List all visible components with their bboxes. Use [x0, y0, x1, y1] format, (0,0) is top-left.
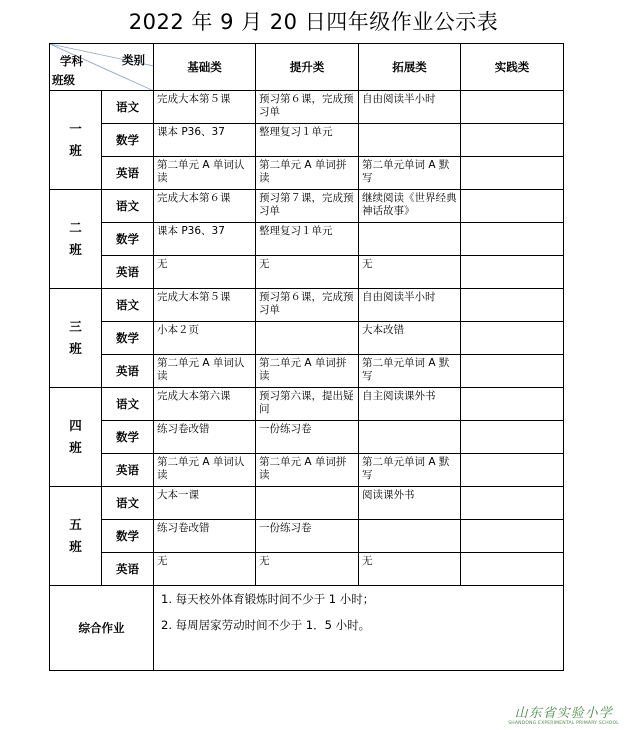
table-row [50, 388, 564, 421]
homework-cell-extend: 继续阅读《世界经典神话故事》 [359, 190, 461, 223]
general-homework-content [154, 586, 564, 671]
subject-cell: 语文 [102, 91, 154, 124]
homework-cell-extend: 自由阅读半小时 [359, 91, 461, 124]
homework-cell-extend: 无 [359, 256, 461, 289]
homework-cell-improve: 预习第６课，完成预习单 [256, 289, 359, 322]
homework-cell-extend: 无 [359, 553, 461, 586]
homework-cell-basic: 完成大本第六课 [154, 388, 256, 421]
homework-cell-improve: 一份练习卷 [256, 421, 359, 454]
subject-cell: 语文 [102, 388, 154, 421]
homework-cell-improve: 第二单元 A 单词拼读 [256, 454, 359, 487]
homework-cell-practice [461, 223, 564, 256]
subject-cell: 英语 [102, 355, 154, 388]
homework-cell-improve: 第二单元 A 单词拼读 [256, 355, 359, 388]
homework-cell-improve [256, 487, 359, 520]
homework-cell-practice [461, 454, 564, 487]
subject-cell: 数学 [102, 322, 154, 355]
table-row [50, 454, 564, 487]
homework-cell-basic: 小本２页 [154, 322, 256, 355]
homework-cell-extend: 第二单元单词 A 默写 [359, 157, 461, 190]
class-name-char: 一 [69, 121, 82, 136]
table-row [50, 190, 564, 223]
homework-cell-extend: 阅读课外书 [359, 487, 461, 520]
subject-cell: 数学 [102, 520, 154, 553]
homework-cell-practice [461, 322, 564, 355]
school-logo [508, 702, 619, 726]
subject-cell: 英语 [102, 553, 154, 586]
class-name-cell [50, 190, 102, 289]
corner-header-cell [50, 44, 154, 91]
homework-cell-basic: 第二单元 A 单词认读 [154, 454, 256, 487]
column-header-basic: 基础类 [154, 44, 256, 91]
page-title: 2022 年 9 月 20 日四年级作业公示表 [128, 10, 499, 34]
homework-cell-basic: 无 [154, 553, 256, 586]
homework-cell-improve: 无 [256, 256, 359, 289]
homework-cell-improve: 无 [256, 553, 359, 586]
class-name-char: 二 [69, 220, 82, 235]
class-name-cell [50, 388, 102, 487]
homework-cell-basic: 无 [154, 256, 256, 289]
homework-cell-practice [461, 289, 564, 322]
table-row [50, 355, 564, 388]
homework-cell-extend: 自由阅读半小时 [359, 289, 461, 322]
homework-cell-practice [461, 256, 564, 289]
homework-cell-basic: 课本 P36、37 [154, 223, 256, 256]
homework-cell-practice [461, 520, 564, 553]
subject-cell: 英语 [102, 256, 154, 289]
homework-cell-improve: 整理复习１单元 [256, 124, 359, 157]
subject-cell: 英语 [102, 157, 154, 190]
general-homework-item: 2. 每周居家劳动时间不少于 1．5 小时。 [161, 618, 371, 632]
class-name-char: 班 [69, 440, 82, 455]
school-logo-name: 山东省实验小学 [514, 706, 613, 721]
corner-label-category: 类别 [122, 53, 145, 67]
table-row [50, 487, 564, 520]
homework-cell-extend: 自主阅读课外书 [359, 388, 461, 421]
class-name-cell [50, 487, 102, 586]
subject-cell: 数学 [102, 223, 154, 256]
homework-cell-basic: 课本 P36、37 [154, 124, 256, 157]
homework-cell-practice [461, 487, 564, 520]
class-name-cell [50, 289, 102, 388]
homework-table [49, 43, 564, 671]
class-name-char: 班 [69, 242, 82, 257]
column-header-practice: 实践类 [461, 44, 564, 91]
homework-cell-practice [461, 388, 564, 421]
table-row [50, 91, 564, 124]
homework-cell-improve [256, 322, 359, 355]
table-row [50, 157, 564, 190]
homework-cell-practice [461, 421, 564, 454]
homework-cell-practice [461, 124, 564, 157]
table-row [50, 223, 564, 256]
class-name-char: 班 [69, 143, 82, 158]
homework-cell-basic: 完成大本第６课 [154, 190, 256, 223]
column-header-improve: 提升类 [256, 44, 359, 91]
table-row [50, 322, 564, 355]
general-homework-item: 1. 每天校外体育锻炼时间不少于 1 小时； [161, 592, 375, 606]
class-name-char: 班 [69, 539, 82, 554]
school-logo-name-en: SHANDONG EXPERIMENTAL PRIMARY SCHOOL [508, 721, 619, 726]
homework-cell-basic: 完成大本第５课 [154, 289, 256, 322]
corner-label-class: 班级 [52, 73, 75, 87]
class-name-char: 班 [69, 341, 82, 356]
header-row [50, 44, 564, 91]
homework-cell-extend [359, 124, 461, 157]
homework-cell-basic: 第二单元 A 单词认读 [154, 355, 256, 388]
subject-cell: 语文 [102, 487, 154, 520]
subject-cell: 语文 [102, 190, 154, 223]
homework-cell-extend [359, 223, 461, 256]
class-name-char: 五 [69, 517, 82, 532]
homework-cell-practice [461, 553, 564, 586]
homework-cell-improve: 第二单元 A 单词拼读 [256, 157, 359, 190]
column-header-extend: 拓展类 [359, 44, 461, 91]
homework-cell-improve: 预习第六课，提出疑问 [256, 388, 359, 421]
homework-cell-basic: 完成大本第５课 [154, 91, 256, 124]
corner-label-subject: 学科 [60, 54, 83, 68]
homework-cell-extend [359, 520, 461, 553]
homework-cell-extend [359, 421, 461, 454]
homework-cell-practice [461, 190, 564, 223]
homework-cell-basic: 练习卷改错 [154, 520, 256, 553]
homework-cell-basic: 大本一课 [154, 487, 256, 520]
table-row [50, 256, 564, 289]
homework-cell-practice [461, 157, 564, 190]
homework-cell-extend: 第二单元单词 A 默写 [359, 355, 461, 388]
homework-cell-practice [461, 355, 564, 388]
table-row [50, 553, 564, 586]
homework-cell-basic: 第二单元 A 单词认读 [154, 157, 256, 190]
homework-cell-basic: 练习卷改错 [154, 421, 256, 454]
homework-cell-extend: 大本改错 [359, 322, 461, 355]
class-name-cell [50, 91, 102, 190]
homework-cell-improve: 预习第７课，完成预习单 [256, 190, 359, 223]
table-row [50, 421, 564, 454]
homework-cell-practice [461, 91, 564, 124]
class-name-char: 四 [69, 418, 82, 433]
table-row [50, 289, 564, 322]
subject-cell: 数学 [102, 124, 154, 157]
subject-cell: 数学 [102, 421, 154, 454]
subject-cell: 英语 [102, 454, 154, 487]
homework-cell-extend: 第二单元单词 A 默写 [359, 454, 461, 487]
homework-cell-improve: 整理复习１单元 [256, 223, 359, 256]
general-homework-label: 综合作业 [50, 586, 154, 671]
table-row [50, 520, 564, 553]
homework-cell-improve: 一份练习卷 [256, 520, 359, 553]
subject-cell: 语文 [102, 289, 154, 322]
class-name-char: 三 [69, 319, 82, 334]
homework-cell-improve: 预习第６课，完成预习单 [256, 91, 359, 124]
general-homework-row [50, 586, 564, 671]
table-row [50, 124, 564, 157]
